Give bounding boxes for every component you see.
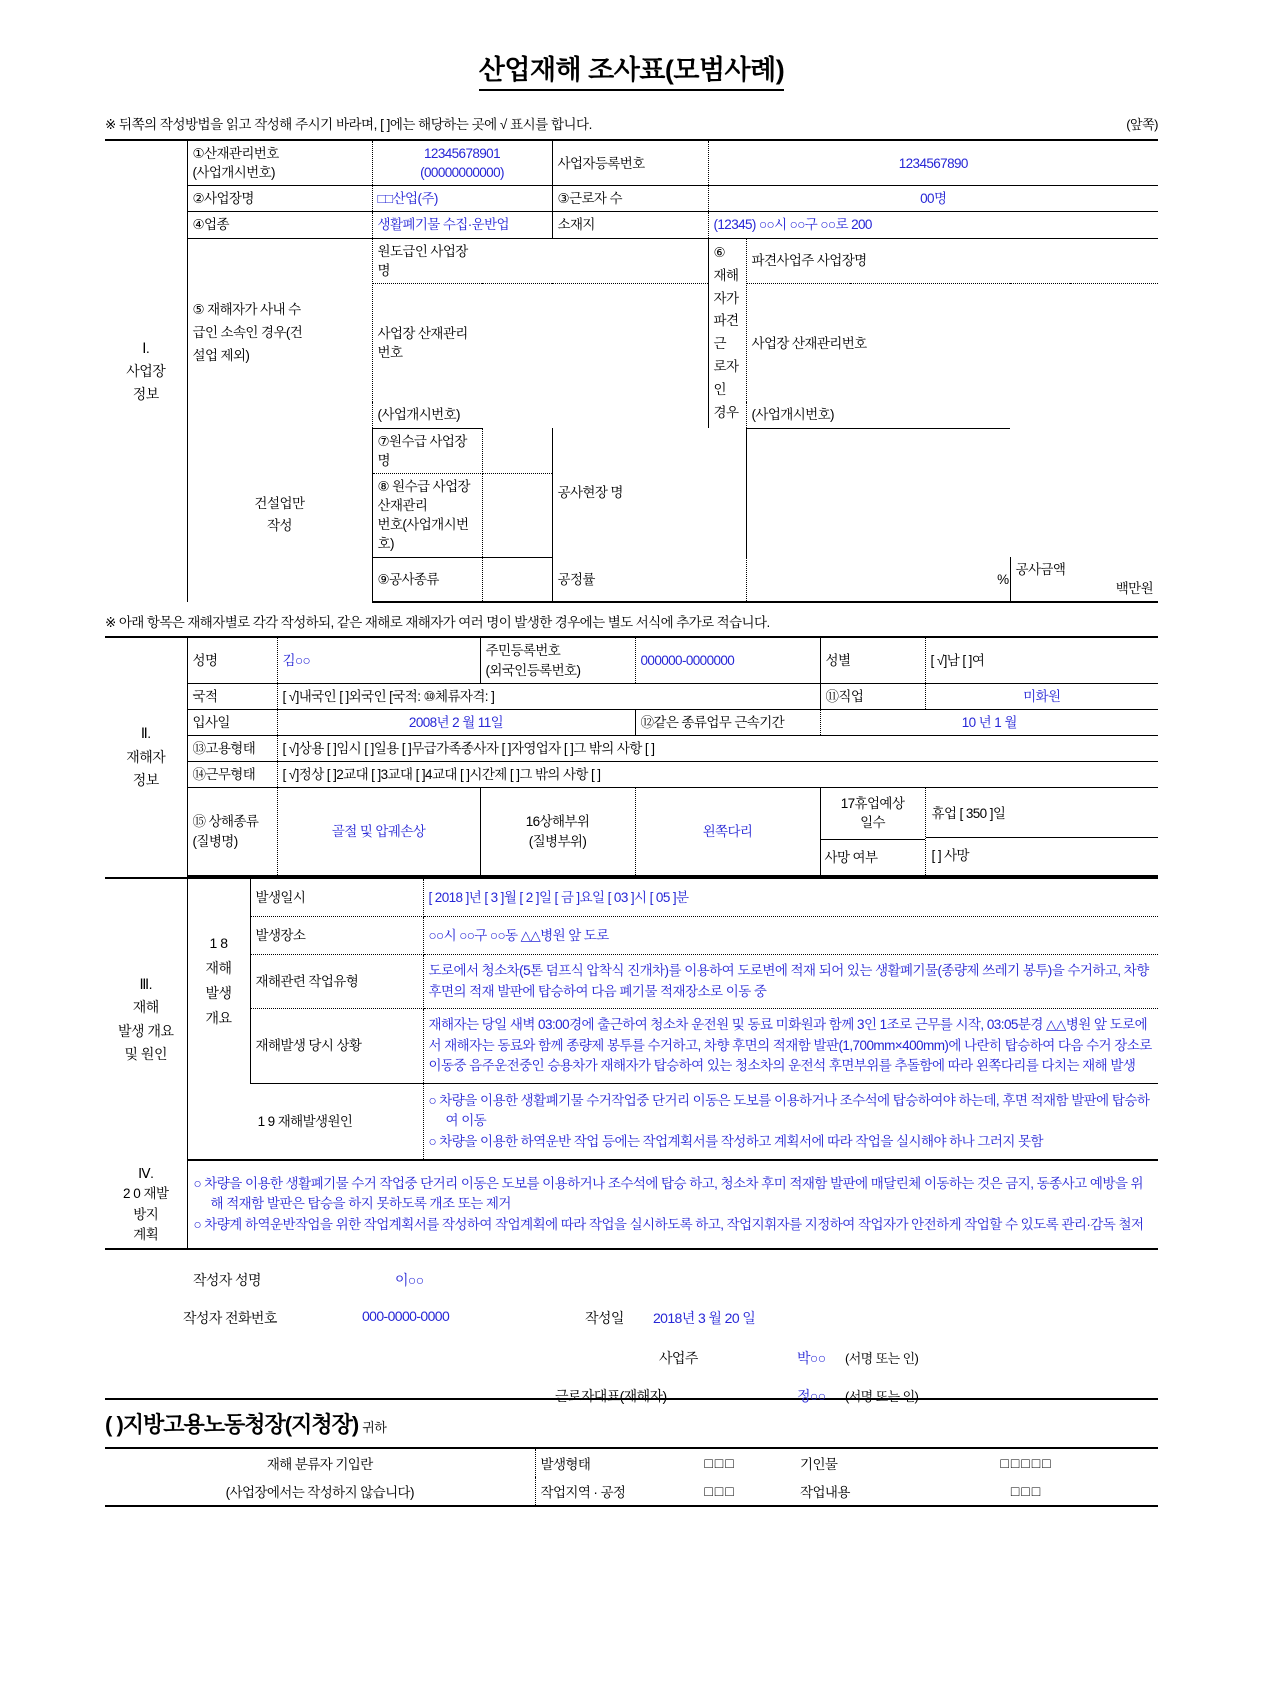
occurrence-place-value[interactable]: ○○시 ○○구 ○○동 △△병원 앞 도로 — [423, 916, 1158, 954]
worker-count-label: ③근로자 수 — [552, 186, 708, 212]
accident-situation-value[interactable]: 재해자는 당일 새벽 03:00경에 출근하여 청소차 운전원 및 동료 미화원과 함께 3인 1조로 근무를 시작, 03:05분경 △△병원 앞 도로에서 재해자는 동료와 함께 종량제 봉투를 수거하고, 차향 후면의 적재함 발판(1,700mm×400mm)에 나란히 탑승하여 다음 수거 장소로 이동중 음주운전중인 승용차가 재해자가 탑승하여 있는 청소차의 운전석 후면부위를 추돌함에 따라 왼쪽다리를 다치는 재해 발생 — [423, 1009, 1158, 1084]
employer-sign-suffix: (서명 또는 인) — [845, 1351, 919, 1367]
classifier-note-line1: 재해 분류자 기입란 — [105, 1448, 535, 1477]
section1-table — [105, 139, 1158, 603]
industry-type-label: ④업종 — [187, 212, 372, 238]
percent-unit: % — [850, 557, 1010, 602]
dispatch-mgmt-number-label: 사업장 산재관리번호 — [751, 335, 867, 351]
construction-type-value[interactable] — [482, 557, 552, 602]
section2-table — [105, 636, 1158, 876]
prime-mgmt-number-value[interactable] — [482, 473, 552, 557]
writer-phone-label: 작성자 전화번호 — [183, 1310, 277, 1327]
section3-label: Ⅲ. 재해 발생 개요 및 원인 — [105, 878, 187, 1160]
rrn-label: 주민등록번호 (외국인등록번호) — [480, 637, 635, 683]
table-row — [105, 1477, 1158, 1506]
injury-part-label: 16상해부위 (질병부위) — [480, 788, 635, 876]
death-label: 사망 여부 — [824, 849, 878, 865]
gender-label: 성별 — [820, 637, 925, 683]
employment-type-label: ⑬고용형태 — [187, 736, 277, 762]
work-content-boxes[interactable]: □□□ — [895, 1477, 1158, 1506]
section2-label: Ⅱ. 재해자 정보 — [105, 637, 187, 875]
written-date-label: 작성일 — [585, 1310, 624, 1327]
occurrence-place-label: 발생장소 — [250, 916, 423, 954]
business-reg-number-label: 사업자등록번호 — [552, 140, 708, 186]
section1-label: Ⅰ. 사업장 정보 — [105, 140, 187, 602]
business-reg-number-value[interactable]: 1234567890 — [708, 140, 1158, 186]
table-row — [105, 683, 1158, 709]
death-value[interactable]: [ ] 사망 — [931, 848, 970, 864]
tenure-value[interactable]: 10 년 1 월 — [820, 709, 1158, 735]
occurrence-datetime-value[interactable]: [ 2018 ]년 [ 3 ]월 [ 2 ]일 [ 금 ]요일 [ 03 ]시 [ 05 ]분 — [423, 878, 1158, 917]
section4-table — [105, 1161, 1158, 1250]
victim-name-value[interactable]: 김○○ — [277, 637, 480, 683]
table-row — [105, 1448, 1158, 1477]
nationality-label: 국적 — [187, 683, 277, 709]
employer-value[interactable]: 박○○ — [797, 1350, 826, 1367]
dispatch-employer-name-label: 파견사업주 사업장명 — [746, 238, 1010, 283]
worker-rep-sign-suffix: (서명 또는 인) — [845, 1389, 919, 1405]
table-row — [105, 955, 1158, 1009]
prevention-plan-value[interactable] — [187, 1161, 1158, 1249]
table-row — [105, 1161, 1158, 1249]
gender-value[interactable]: [ √]남 [ ]여 — [925, 637, 1158, 683]
prime-contractor-mgmt-number-value[interactable] — [482, 283, 708, 428]
worker-rep-label: 근로자대표(재해자) — [555, 1388, 667, 1405]
prime-contractor-name-label: 원도급인 사업장명 — [372, 238, 482, 283]
accident-situation-label: 재해발생 당시 상황 — [250, 1009, 423, 1084]
table-row — [105, 736, 1158, 762]
rrn-value[interactable]: 000000-0000000 — [635, 637, 820, 683]
prime-contractor-start-number-label: (사업개시번호) — [372, 402, 482, 428]
table-row — [105, 709, 1158, 735]
table-row — [105, 916, 1158, 954]
prime-contractor-name-value[interactable] — [482, 238, 708, 283]
table-row — [105, 788, 1158, 876]
tenure-label: ⑫같은 종류업무 근속기간 — [635, 709, 820, 735]
table-row — [105, 1083, 1158, 1160]
location-label: 소재지 — [552, 212, 708, 238]
writer-name-value[interactable]: 이○○ — [395, 1272, 424, 1289]
hire-date-label: 입사일 — [187, 709, 277, 735]
construction-type-label: ⑨공사종류 — [372, 557, 482, 602]
accident-type-label: 발생형태 — [535, 1448, 645, 1477]
table-row — [105, 186, 1158, 212]
office-honorific: 귀하 — [362, 1420, 387, 1436]
table-row — [105, 637, 1158, 683]
written-date-value[interactable]: 2018년 3 월 20 일 — [653, 1310, 756, 1327]
table-row — [105, 428, 1158, 473]
hire-date-value[interactable]: 2008년 2 월 11일 — [277, 709, 635, 735]
title-container — [0, 0, 1263, 91]
construction-amount-cell: 공사금액 백만원 — [1010, 557, 1158, 602]
dispatch-mgmt-number-value[interactable] — [1010, 283, 1158, 428]
employer-label: 사업주 — [659, 1350, 698, 1367]
leave-days-value[interactable]: 휴업 [ 350 ]일 — [926, 790, 1159, 838]
work-area-boxes[interactable]: □□□ — [645, 1477, 795, 1506]
progress-rate-value[interactable] — [746, 557, 850, 602]
section3-table — [105, 877, 1158, 1161]
worker-count-value[interactable]: 00명 — [708, 186, 1158, 212]
accident-summary-label: 1 8 재해 발생 개요 — [187, 878, 250, 1083]
injury-part-value[interactable]: 왼쪽다리 — [635, 788, 820, 876]
classification-table — [105, 1447, 1158, 1507]
site-name-value[interactable] — [746, 428, 1158, 557]
accident-type-boxes[interactable]: □□□ — [645, 1448, 795, 1477]
related-work-type-value[interactable]: 도로에서 청소차(5톤 덤프식 압착식 진개차)를 이용하여 도로변에 적재 되어 있는 생활폐기물(종량제 쓰레기 봉투)을 수거하고, 차향 후면의 적재 발판에 탑승하여 다음 폐기물 적재장소로 이동 중 — [423, 955, 1158, 1009]
table-row — [105, 238, 1158, 283]
writer-name-label: 작성자 성명 — [193, 1272, 261, 1289]
page-side-marker: (앞쪽) — [1126, 117, 1158, 132]
construction-only-label: 건설업만 작성 — [187, 428, 372, 602]
injury-type-label: ⑮ 상해종류 (질병명) — [187, 788, 277, 876]
occupation-value[interactable]: 미화원 — [925, 683, 1158, 709]
work-area-label: 작업지역 · 공정 — [535, 1477, 645, 1506]
causative-agent-label: 기인물 — [795, 1448, 895, 1477]
victim-note: ※ 아래 항목은 재해자별로 각각 작성하되, 같은 재해로 재해자가 여러 명이 발생한 경우에는 별도 서식에 추가로 적습니다. — [105, 615, 770, 631]
worker-rep-value[interactable]: 정○○ — [797, 1388, 826, 1405]
labor-office-name[interactable]: ( )지방고용노동청장(지청장) — [105, 1412, 359, 1438]
prime-business-name-value[interactable] — [482, 428, 552, 473]
table-row — [105, 212, 1158, 238]
work-content-label: 작업내용 — [795, 1477, 895, 1506]
prevention-item: ○ 차량을 이용한 생활폐기물 수거 작업중 단거리 이동은 도보를 이용하거나 조수석에 탑승 하고, 청소차 후미 적재함 발판에 매달린체 이동하는 것은 금지, 동종사고 예방을 위해 적재함 발판은 탑승을 하지 못하도록 개조 또는 제거 — [193, 1175, 1144, 1212]
injury-type-value[interactable]: 골절 및 압궤손상 — [277, 788, 480, 876]
accident-cause-value[interactable] — [423, 1083, 1158, 1160]
prime-contractor-mgmt-number-label: 사업장 산재관리번호 — [377, 326, 468, 361]
section4-label: Ⅳ. 2 0 재발 방지 계획 — [105, 1161, 187, 1249]
nationality-value[interactable]: [ √]내국인 [ ]외국인 [국적: ⑩체류자격: ] — [277, 683, 820, 709]
occurrence-datetime-label: 발생일시 — [250, 878, 423, 917]
accident-cause-label: 1 9 재해발생원인 — [187, 1083, 423, 1160]
location-value[interactable]: (12345) ○○시 ○○구 ○○로 200 — [708, 212, 1158, 238]
leave-death-label-cell: 17휴업예상 일수 사망 여부 — [820, 788, 925, 876]
employment-type-value[interactable]: [ √]상용 [ ]임시 [ ]일용 [ ]무급가족종사자 [ ]자영업자 [ ]그 밖의 사항 [ ] — [277, 736, 1158, 762]
writer-phone-value[interactable]: 000-0000-0000 — [362, 1308, 450, 1325]
prevention-item: ○ 차량계 하역운반작업을 위한 작업계획서를 작성하여 작업계획에 따라 작업을 실시하도록 하고, 작업지휘자를 지정하여 작업자가 안전하게 작업할 수 있도록 관리·감독 철저 — [193, 1216, 1144, 1232]
cause-item: ○ 차량을 이용한 생활폐기물 수거작업중 단거리 이동은 도보를 이용하거나 조수석에 탑승하여야 하는데, 후면 적재함 발판에 탑승하여 이동 — [428, 1092, 1150, 1129]
construction-amount-unit: 백만원 — [1115, 581, 1154, 597]
table-row — [105, 878, 1158, 917]
classifier-note-line2: (사업장에서는 작성하지 않습니다) — [105, 1477, 535, 1506]
page-title: 산업재해 조사표(모범사례) — [479, 48, 784, 91]
work-type-label: ⑭근무형태 — [187, 762, 277, 788]
site-name-label: 공사현장 명 — [552, 428, 746, 557]
subcontract-case-label: ⑤ 재해자가 사내 수 급인 소속인 경우(건 설업 제외) — [187, 238, 372, 428]
related-work-type-label: 재해관련 작업유형 — [250, 955, 423, 1009]
table-row — [105, 1009, 1158, 1084]
cause-item: ○ 차량을 이용한 하역운반 작업 등에는 작업계획서를 작성하고 계획서에 따라 작업을 실시해야 하나 그러지 못함 — [428, 1133, 1044, 1149]
labor-mgmt-number-value[interactable]: 12345678901 (00000000000) — [372, 140, 552, 186]
causative-agent-boxes[interactable]: □□□□□ — [895, 1448, 1158, 1477]
leave-death-value-cell — [925, 788, 1158, 876]
signature-block — [105, 1264, 1158, 1405]
industry-type-value[interactable]: 생활폐기물 수집·운반업 — [372, 212, 552, 238]
occupation-label: ⑪직업 — [820, 683, 925, 709]
dispatch-start-number-label: (사업개시번호) — [746, 402, 1010, 428]
labor-mgmt-number-label: ①산재관리번호 (사업개시번호) — [187, 140, 372, 186]
workplace-name-value[interactable]: □□산업(주) — [372, 186, 552, 212]
table-row — [105, 762, 1158, 788]
dispatch-employer-name-value[interactable] — [1010, 238, 1158, 283]
progress-rate-label: 공정률 — [552, 557, 746, 602]
prime-mgmt-number-label: ⑧ 원수급 사업장 산재관리 번호(사업개시번호) — [372, 473, 482, 557]
dispatch-case-label: ⑥ 재해자가 파견근 로자인 경우 — [708, 238, 746, 428]
work-type-value[interactable]: [ √]정상 [ ]2교대 [ ]3교대 [ ]4교대 [ ]시간제 [ ]그 밖의 사항 [ ] — [277, 762, 1158, 788]
table-row — [105, 140, 1158, 186]
workplace-name-label: ②사업장명 — [187, 186, 372, 212]
victim-name-label: 성명 — [187, 637, 277, 683]
prime-business-name-label: ⑦원수급 사업장명 — [372, 428, 482, 473]
notice-text: ※ 뒤쪽의 작성방법을 읽고 작성해 주시기 바라며, [ ]에는 해당하는 곳에 √ 표시를 합니다. — [105, 117, 592, 132]
notice-row — [105, 113, 1158, 133]
